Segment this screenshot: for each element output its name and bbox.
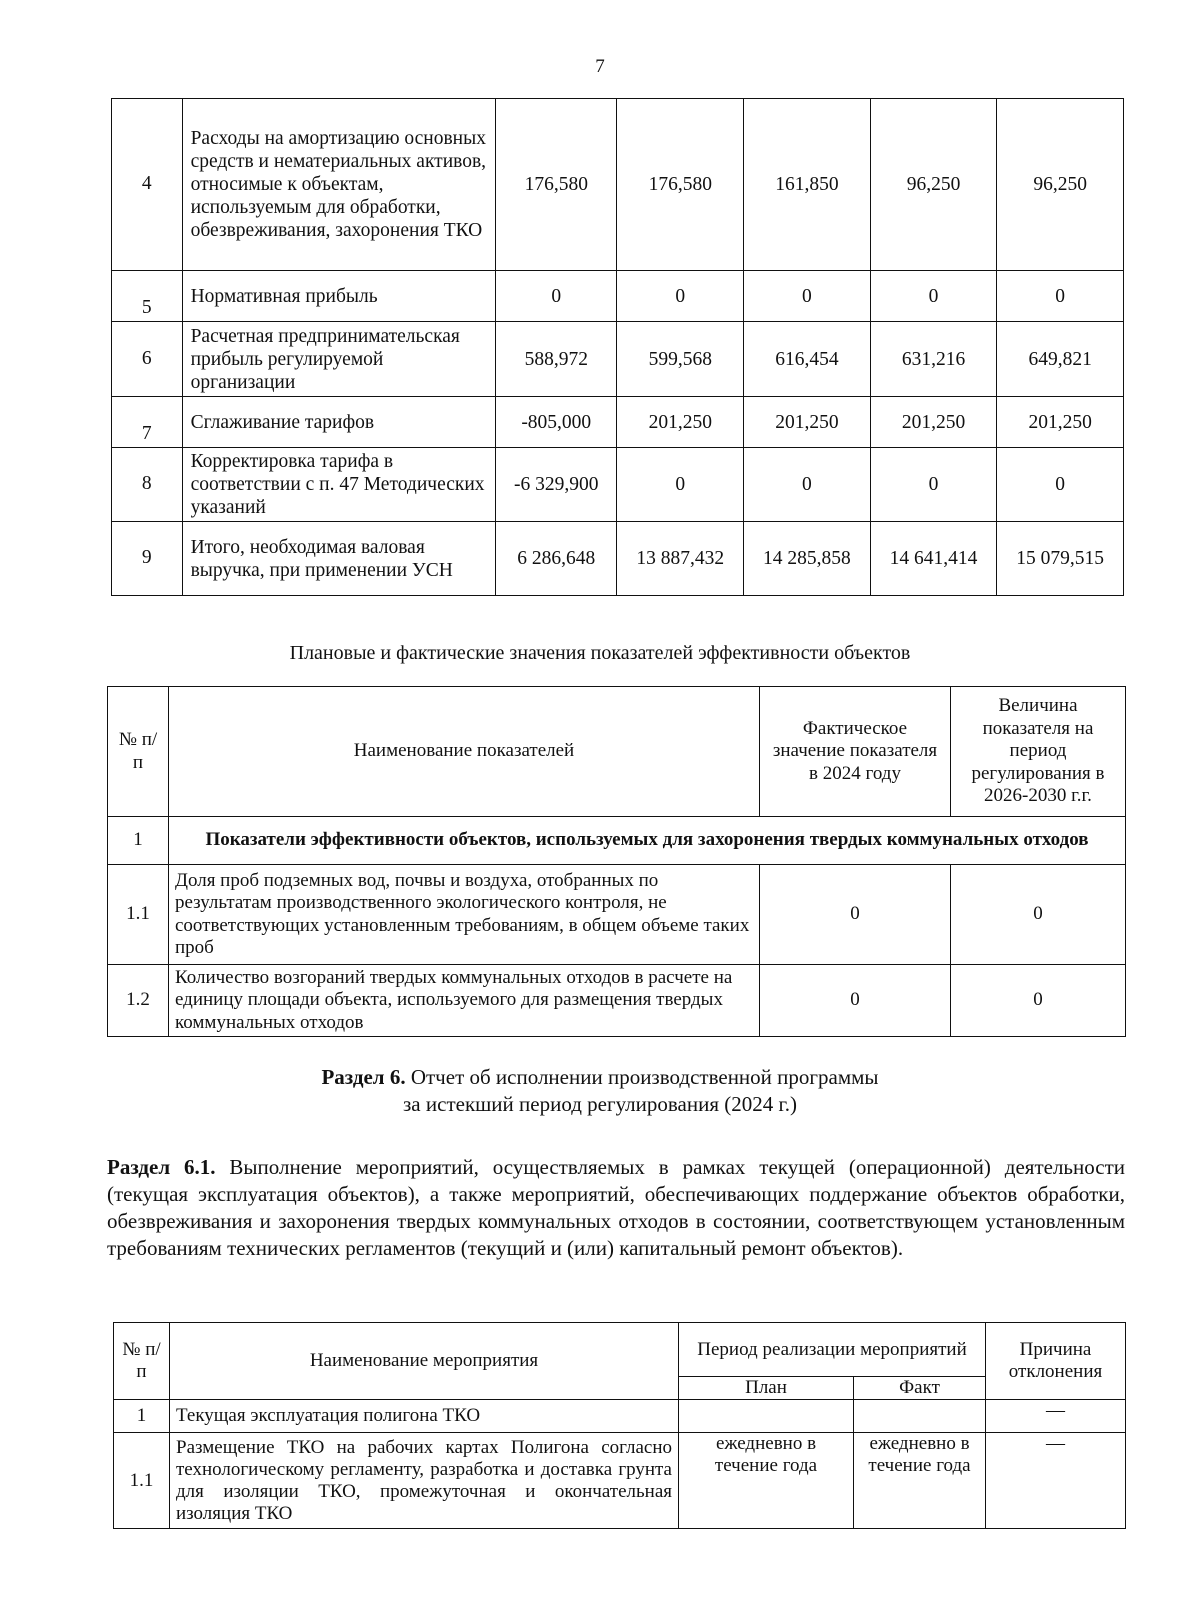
row-name: Текущая эксплуатация полигона ТКО (170, 1400, 679, 1433)
section6-title (0, 1064, 1200, 1118)
value-cell: 6 286,648 (496, 522, 617, 596)
table-row (108, 965, 1126, 1037)
row-name: Размещение ТКО на рабочих картах Полигона согласно технологическому регламенту, разработка и доставка грунта для изоляции ТКО, промежуточная и окончательная изоляция ТКО (170, 1433, 679, 1529)
table-row (112, 99, 1124, 271)
value-cell: 14 285,858 (744, 522, 871, 596)
header-period: Период реализации мероприятий (679, 1323, 986, 1377)
group-row (108, 817, 1126, 865)
row-index: 1.2 (108, 965, 169, 1037)
efficiency-table (107, 686, 1126, 1037)
row-name: Корректировка тарифа в соответствии с п. 47 Методических указаний (182, 448, 495, 522)
section6-title-line1: Отчет об исполнении производственной программы (410, 1065, 879, 1089)
row-name: Сглаживание тарифов (182, 397, 495, 448)
table-row (114, 1400, 1126, 1433)
value-cell: 0 (496, 271, 617, 322)
value-cell: 176,580 (496, 99, 617, 271)
row-index: 7 (112, 397, 183, 448)
value-cell: 201,250 (870, 397, 997, 448)
reason-value: — (986, 1433, 1126, 1529)
value-cell: 201,250 (744, 397, 871, 448)
header-fact: Фактическое значение показателя в 2024 году (760, 687, 951, 817)
value-cell: 0 (997, 448, 1124, 522)
table-row (112, 322, 1124, 397)
row-index: 1 (114, 1400, 170, 1433)
header-reason: Причина отклонения (986, 1323, 1126, 1400)
page-number: 7 (595, 56, 605, 77)
reason-value: — (986, 1400, 1126, 1433)
value-cell: 0 (870, 271, 997, 322)
value-cell: -6 329,900 (496, 448, 617, 522)
value-cell: -805,000 (496, 397, 617, 448)
value-cell: 0 (744, 448, 871, 522)
header-fact: Факт (854, 1377, 986, 1400)
section61-paragraph (107, 1154, 1125, 1262)
row-index: 6 (112, 322, 183, 397)
row-index: 1.1 (108, 865, 169, 965)
row-name: Доля проб подземных вод, почвы и воздуха, отобранных по результатам производственного экологического контроля, не соответствующих установленным требованиям, в общем объеме таких проб (169, 865, 760, 965)
row-index: 8 (112, 448, 183, 522)
plan-value (679, 1400, 854, 1433)
plan-value: ежедневно в течение года (679, 1433, 854, 1529)
program-table (113, 1322, 1126, 1529)
value-cell: 616,454 (744, 322, 871, 397)
value-cell: 631,216 (870, 322, 997, 397)
value-cell: 161,850 (744, 99, 871, 271)
header-name: Наименование показателей (169, 687, 760, 817)
value-cell: 96,250 (870, 99, 997, 271)
plan-value: 0 (951, 865, 1126, 965)
value-cell: 201,250 (997, 397, 1124, 448)
header-plan: Величина показателя на период регулирования в 2026-2030 г.г. (951, 687, 1126, 817)
row-index: 4 (112, 99, 183, 271)
header-row (108, 687, 1126, 817)
finance-table (111, 98, 1124, 596)
value-cell: 15 079,515 (997, 522, 1124, 596)
fact-value (854, 1400, 986, 1433)
value-cell: 649,821 (997, 322, 1124, 397)
fact-value: ежедневно в течение года (854, 1433, 986, 1529)
value-cell: 0 (617, 271, 744, 322)
section6-label: Раздел 6. (321, 1065, 406, 1089)
table-row (112, 271, 1124, 322)
efficiency-caption: Плановые и фактические значения показателей эффективности объектов (289, 642, 911, 664)
value-cell: 588,972 (496, 322, 617, 397)
value-cell: 0 (870, 448, 997, 522)
row-name: Нормативная прибыль (182, 271, 495, 322)
header-num: № п/п (108, 687, 169, 817)
row-name: Расчетная предпринимательская прибыль регулируемой организации (182, 322, 495, 397)
value-cell: 176,580 (617, 99, 744, 271)
group-title: Показатели эффективности объектов, используемых для захоронения твердых коммунальных отходов (169, 817, 1126, 865)
value-cell: 201,250 (617, 397, 744, 448)
value-cell: 13 887,432 (617, 522, 744, 596)
value-cell: 0 (744, 271, 871, 322)
row-index: 1.1 (114, 1433, 170, 1529)
row-name: Количество возгораний твердых коммунальных отходов в расчете на единицу площади объекта, используемого для размещения твердых коммунальных отходов (169, 965, 760, 1037)
value-cell: 14 641,414 (870, 522, 997, 596)
table-row (112, 448, 1124, 522)
header-num: № п/п (114, 1323, 170, 1400)
header-name: Наименование мероприятия (170, 1323, 679, 1400)
table-row (112, 397, 1124, 448)
section61-text: Выполнение мероприятий, осуществляемых в рамках текущей (операционной) деятельности (текущая эксплуатация объектов), а также мероприятий, обеспечивающих поддержание объектов обработки, обезвреживания и захоронения твердых коммунальных отходов в состоянии, соответствующем установленным требованиям технических регламентов (текущий и (или) капитальный ремонт объектов). (107, 1155, 1125, 1260)
fact-value: 0 (760, 965, 951, 1037)
header-row (114, 1323, 1126, 1377)
row-name: Итого, необходимая валовая выручка, при применении УСН (182, 522, 495, 596)
value-cell: 96,250 (997, 99, 1124, 271)
header-plan: План (679, 1377, 854, 1400)
row-index: 5 (112, 271, 183, 322)
table-row (114, 1433, 1126, 1529)
value-cell: 599,568 (617, 322, 744, 397)
table-row (108, 865, 1126, 965)
row-name: Расходы на амортизацию основных средств и нематериальных активов, относимые к объектам, используемым для обработки, обезвреживания, захоронения ТКО (182, 99, 495, 271)
group-index: 1 (108, 817, 169, 865)
section6-title-line2: за истекший период регулирования (2024 г.) (403, 1092, 797, 1116)
table-row (112, 522, 1124, 596)
plan-value: 0 (951, 965, 1126, 1037)
value-cell: 0 (617, 448, 744, 522)
value-cell: 0 (997, 271, 1124, 322)
section61-label: Раздел 6.1. (107, 1155, 216, 1179)
row-index: 9 (112, 522, 183, 596)
fact-value: 0 (760, 865, 951, 965)
